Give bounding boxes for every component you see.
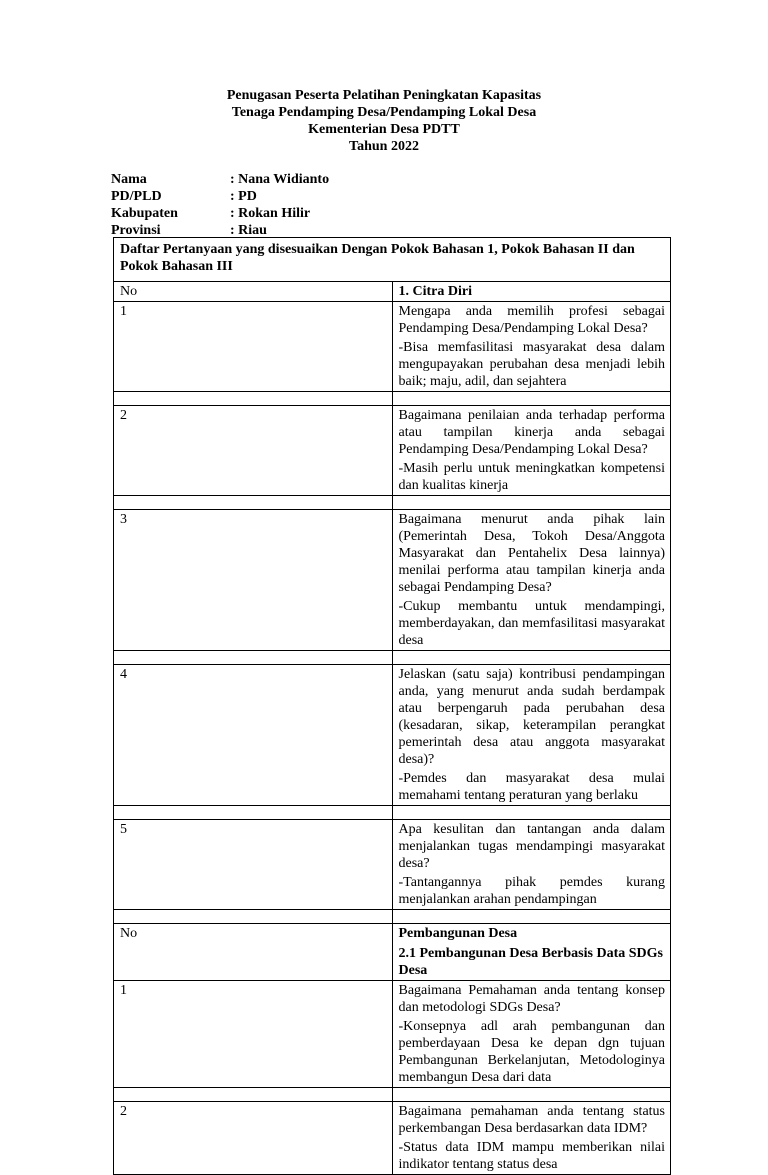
info-value: : Rokan Hilir	[230, 206, 311, 221]
no-header: No	[114, 282, 393, 302]
qa-cell	[392, 981, 671, 1088]
spacer-cell	[392, 651, 671, 665]
row-number: 2	[114, 406, 393, 496]
spacer-row	[114, 806, 671, 820]
row-number: 2	[114, 1102, 393, 1175]
question-text: Bagaimana menurut anda pihak lain (Pemerintah Desa, Tokoh Desa/Anggota Masyarakat dan Pentahelix Desa lainnya) menilai performa atau tampilan kinerja anda sebagai Pendamping Desa?	[398, 512, 665, 595]
info-label: Provinsi	[111, 223, 161, 238]
table-row	[114, 981, 671, 1088]
spacer-row	[114, 496, 671, 510]
qa-cell	[392, 510, 671, 651]
spacer-cell	[114, 1088, 393, 1102]
answer-text: -Status data IDM mampu memberikan nilai indikator tentang status desa	[398, 1140, 665, 1172]
title-line-4: Tahun 2022	[349, 139, 419, 154]
spacer-row	[114, 651, 671, 665]
question-text: Apa kesulitan dan tantangan anda dalam menjalankan tugas mendampingi masyarakat desa?	[398, 822, 665, 871]
answer-text: -Masih perlu untuk meningkatkan kompetensi dan kualitas kinerja	[398, 461, 665, 493]
spacer-cell	[392, 910, 671, 924]
info-value: : Riau	[230, 223, 267, 238]
table-row	[114, 1102, 671, 1175]
info-label: PD/PLD	[111, 189, 162, 204]
table-row	[114, 406, 671, 496]
qa-cell	[392, 1102, 671, 1175]
document-title	[0, 87, 768, 155]
spacer-row	[114, 910, 671, 924]
answer-text: -Tantangannya pihak pemdes kurang menjalankan arahan pendampingan	[398, 875, 665, 907]
title-line-2: Tenaga Pendamping Desa/Pendamping Lokal Desa	[231, 105, 537, 120]
section2-header-row	[114, 924, 671, 981]
info-row-pd-pld	[111, 188, 511, 205]
spacer-cell	[392, 1088, 671, 1102]
question-text: Bagaimana penilaian anda terhadap performa atau tampilan kinerja anda sebagai Pendamping Desa/Pendamping Lokal Desa?	[398, 408, 665, 457]
no-header: No	[114, 924, 393, 981]
info-label: Kabupaten	[111, 206, 178, 221]
spacer-row	[114, 1088, 671, 1102]
intro-row	[114, 238, 671, 282]
section2-title: Pembangunan Desa	[398, 926, 518, 941]
info-row-kabupaten	[111, 205, 511, 222]
question-text: Jelaskan (satu saja) kontribusi pendampingan anda, yang menurut anda sudah berdampak atau berpengaruh pada perubahan desa (kesadaran, sikap, keterampilan perangkat pemerintah desa atau anggota masyarakat desa)?	[398, 667, 665, 767]
spacer-cell	[392, 806, 671, 820]
spacer-cell	[114, 392, 393, 406]
spacer-cell	[392, 392, 671, 406]
spacer-cell	[114, 496, 393, 510]
row-number: 5	[114, 820, 393, 910]
qa-cell	[392, 820, 671, 910]
row-number: 4	[114, 665, 393, 806]
row-number: 1	[114, 981, 393, 1088]
answer-text: -Pemdes dan masyarakat desa mulai memahami tentang peraturan yang berlaku	[398, 771, 665, 803]
answer-text: -Cukup membantu untuk mendampingi, memberdayakan, dan memfasilitasi masyarakat desa	[398, 599, 665, 648]
qa-cell	[392, 302, 671, 392]
row-number: 3	[114, 510, 393, 651]
section1-title: 1. Citra Diri	[392, 282, 671, 302]
question-table	[113, 237, 671, 1175]
title-line-1: Penugasan Peserta Pelatihan Peningkatan Kapasitas	[226, 88, 542, 103]
spacer-cell	[114, 806, 393, 820]
qa-cell	[392, 665, 671, 806]
info-value: : PD	[230, 189, 257, 204]
section2-subtitle: 2.1 Pembangunan Desa Berbasis Data SDGs Desa	[398, 946, 663, 978]
answer-text: -Konsepnya adl arah pembangunan dan pemberdayaan Desa ke depan dgn tujuan Pembangunan Berkelanjutan, Metodologinya membangun Desa dari data	[398, 1019, 665, 1085]
intro-text: Daftar Pertanyaan yang disesuaikan Dengan Pokok Bahasan 1, Pokok Bahasan II dan Pokok Bahasan III	[114, 238, 671, 282]
row-number: 1	[114, 302, 393, 392]
section1-header-row	[114, 282, 671, 302]
question-text: Bagaimana Pemahaman anda tentang konsep dan metodologi SDGs Desa?	[398, 983, 665, 1015]
spacer-row	[114, 392, 671, 406]
spacer-cell	[114, 910, 393, 924]
question-text: Bagaimana pemahaman anda tentang status perkembangan Desa berdasarkan data IDM?	[398, 1104, 665, 1136]
spacer-cell	[114, 651, 393, 665]
info-label: Nama	[111, 172, 147, 187]
table-row	[114, 665, 671, 806]
table-row	[114, 820, 671, 910]
spacer-cell	[392, 496, 671, 510]
table-row	[114, 302, 671, 392]
table-row	[114, 510, 671, 651]
qa-cell	[392, 406, 671, 496]
title-line-3: Kementerian Desa PDTT	[308, 122, 460, 137]
section2-heading	[392, 924, 671, 981]
answer-text: -Bisa memfasilitasi masyarakat desa dalam mengupayakan perubahan desa menjadi lebih baik; maju, adil, dan sejahtera	[398, 340, 665, 389]
question-text: Mengapa anda memilih profesi sebagai Pendamping Desa/Pendamping Lokal Desa?	[398, 304, 665, 336]
participant-info	[111, 171, 511, 239]
info-value: : Nana Widianto	[230, 172, 330, 187]
info-row-nama	[111, 171, 511, 188]
